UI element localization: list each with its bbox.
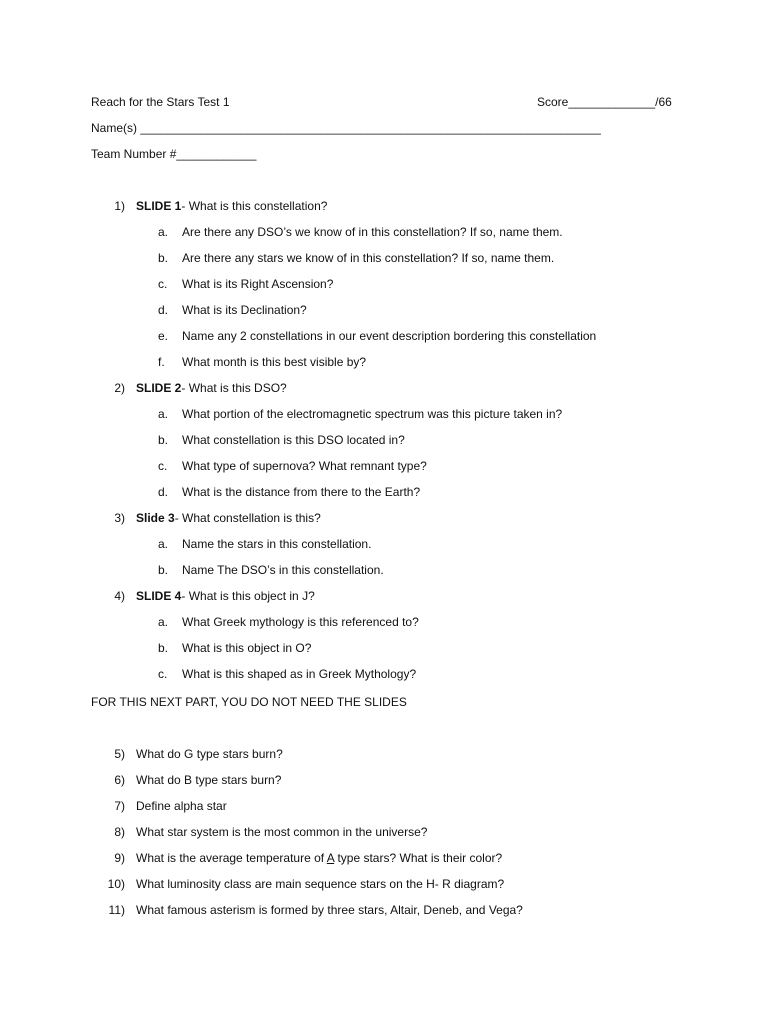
sub-question-letter: e.	[158, 329, 169, 343]
sub-question-text: What is the distance from there to the Earth?	[182, 485, 421, 499]
sub-question-text: Are there any DSO’s we know of in this constellation? If so, name them.	[182, 225, 563, 239]
sub-question-letter: b.	[158, 251, 169, 265]
question-item	[91, 824, 691, 840]
sub-question-item	[158, 666, 718, 682]
sub-question-letter: c.	[158, 459, 168, 473]
sub-question-letter: b.	[158, 563, 169, 577]
sub-question-text: What type of supernova? What remnant type?	[182, 459, 427, 473]
question-text	[136, 850, 502, 866]
question-number: 9)	[114, 851, 125, 865]
test-title: Reach for the Stars Test 1	[91, 95, 230, 109]
sub-question-text: Name the stars in this constellation.	[182, 537, 372, 551]
sub-question-text: Name The DSO’s in this constellation.	[182, 563, 384, 577]
question-item	[91, 380, 691, 396]
sub-question-text: What is its Right Ascension?	[182, 277, 334, 291]
sub-question-text: What Greek mythology is this referenced to?	[182, 615, 419, 629]
question-prompt: - What is this DSO?	[181, 381, 287, 395]
sub-question-text: What constellation is this DSO located in?	[182, 433, 405, 447]
sub-question-text: Are there any stars we know of in this constellation? If so, name them.	[182, 251, 555, 265]
question-number: 4)	[114, 589, 125, 603]
question-item	[91, 746, 691, 762]
sub-question-text: What is its Declination?	[182, 303, 307, 317]
sub-question-text: What is this object in O?	[182, 641, 312, 655]
sub-question-item	[158, 432, 718, 448]
sub-question-item	[158, 484, 718, 500]
question-text-part: What famous asterism is formed by three stars, Altair, Deneb, and Vega?	[136, 903, 523, 917]
question-text	[136, 588, 315, 604]
question-number: 1)	[114, 199, 125, 213]
question-item	[91, 850, 691, 866]
question-number: 3)	[114, 511, 125, 525]
question-number: 11)	[108, 903, 125, 917]
question-number: 6)	[114, 773, 125, 787]
question-text-part: What is the average temperature of	[136, 851, 327, 865]
question-item	[91, 510, 691, 526]
question-text	[136, 746, 283, 762]
question-text	[136, 380, 287, 396]
team-number-label: Team Number #	[91, 147, 177, 161]
question-text-part: What luminosity class are main sequence stars on the H- R diagram?	[136, 877, 505, 891]
question-text-part: What star system is the most common in the universe?	[136, 825, 428, 839]
question-item	[91, 198, 691, 214]
question-text	[136, 198, 327, 214]
question-text	[136, 510, 321, 526]
team-number-blank: ____________	[176, 147, 257, 161]
sub-question-letter: c.	[158, 277, 168, 291]
question-number: 10)	[107, 877, 125, 891]
sub-question-text: Name any 2 constellations in our event description bordering this constellation	[182, 329, 597, 343]
sub-question-item	[158, 328, 718, 344]
team-number-field	[91, 146, 691, 162]
names-blank: _____________________________________________________________________	[140, 121, 601, 135]
sub-question-letter: b.	[158, 641, 169, 655]
question-text-part: Define alpha star	[136, 799, 227, 813]
question-item	[91, 876, 691, 892]
question-prompt: - What is this constellation?	[181, 199, 328, 213]
question-number: 8)	[114, 825, 125, 839]
sub-question-letter: a.	[158, 537, 169, 551]
question-item	[91, 772, 691, 788]
sub-question-item	[158, 458, 718, 474]
sub-question-letter: d.	[158, 485, 169, 499]
sub-question-text: What month is this best visible by?	[182, 355, 367, 369]
question-text	[136, 772, 281, 788]
sub-question-item	[158, 250, 718, 266]
slide-label: SLIDE 4	[136, 589, 182, 603]
question-text	[136, 798, 227, 814]
question-text-part: type stars? What is their color?	[334, 851, 503, 865]
sub-question-letter: b.	[158, 433, 169, 447]
sub-question-item	[158, 614, 718, 630]
question-number: 7)	[114, 799, 125, 813]
slide-label: SLIDE 2	[136, 381, 182, 395]
score-blank: _____________	[568, 95, 656, 109]
sub-question-text: What portion of the electromagnetic spectrum was this picture taken in?	[182, 407, 563, 421]
sub-question-letter: a.	[158, 407, 169, 421]
question-item	[91, 798, 691, 814]
question-number: 2)	[114, 381, 125, 395]
sub-question-letter: d.	[158, 303, 169, 317]
score-label: Score	[537, 95, 569, 109]
question-prompt: - What constellation is this?	[174, 511, 321, 525]
question-text-part: What do G type stars burn?	[136, 747, 283, 761]
question-item	[91, 588, 691, 604]
slide-label: Slide 3	[136, 511, 175, 525]
sub-question-letter: f.	[158, 355, 165, 369]
sub-question-item	[158, 354, 718, 370]
sub-question-item	[158, 562, 718, 578]
sub-question-letter: a.	[158, 225, 169, 239]
sub-question-letter: a.	[158, 615, 169, 629]
question-text	[136, 824, 427, 840]
score-total: /66	[655, 95, 672, 109]
sub-question-text: What is this shaped as in Greek Mythology?	[182, 667, 417, 681]
question-text	[136, 902, 523, 918]
sub-question-item	[158, 406, 718, 422]
underlined-term: A	[326, 851, 335, 865]
question-prompt: - What is this object in J?	[181, 589, 315, 603]
question-item	[91, 902, 691, 918]
sub-question-item	[158, 536, 718, 552]
question-text	[136, 876, 504, 892]
sub-question-item	[158, 276, 718, 292]
slide-label: SLIDE 1	[136, 199, 182, 213]
sub-question-item	[158, 224, 718, 240]
question-text-part: What do B type stars burn?	[136, 773, 282, 787]
names-label: Name(s)	[91, 121, 138, 135]
question-number: 5)	[114, 747, 125, 761]
score-field	[537, 94, 672, 110]
sub-question-item	[158, 302, 718, 318]
sub-question-letter: c.	[158, 667, 168, 681]
names-field	[91, 120, 691, 136]
sub-question-item	[158, 640, 718, 656]
section-note: FOR THIS NEXT PART, YOU DO NOT NEED THE SLIDES	[91, 695, 407, 709]
